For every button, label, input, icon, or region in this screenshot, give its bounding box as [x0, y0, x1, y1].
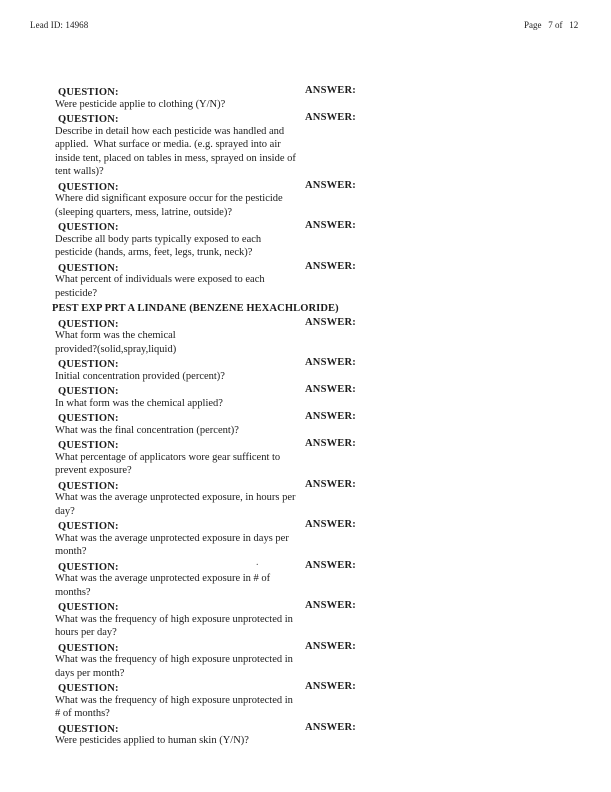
question-label: QUESTION: — [58, 222, 119, 233]
question-text — [55, 653, 595, 680]
qa-item — [55, 640, 595, 681]
answer-label: ANSWER: — [305, 559, 356, 571]
question-label: QUESTION: — [58, 521, 119, 532]
answer-label: ANSWER: — [305, 411, 356, 422]
qa-label-row — [55, 219, 595, 233]
qa-item — [55, 437, 595, 478]
question-text — [55, 572, 595, 599]
answer-label: ANSWER: — [305, 478, 356, 490]
question-text — [55, 329, 595, 356]
question-text — [55, 233, 595, 260]
question-text — [55, 98, 595, 112]
question-text — [55, 125, 595, 179]
question-text-line: What was the average unprotected exposure in # of — [55, 573, 271, 584]
question-text-line: Were pesticides applied to human skin (Y/N)? — [55, 735, 249, 746]
qa-item — [55, 721, 595, 748]
question-text — [55, 370, 595, 384]
question-text-line: What percentage of applicators wore gear sufficent to — [55, 451, 281, 463]
question-text-line: What was the final concentration (percent)? — [55, 424, 239, 436]
qa-item — [55, 599, 595, 640]
question-text — [55, 491, 595, 518]
qa-label-row — [55, 356, 595, 370]
question-text-line: provided?(solid,spray,liquid) — [55, 343, 177, 355]
page-number-label: Page 7 of 12 — [524, 20, 579, 30]
question-label: QUESTION: — [58, 683, 119, 694]
answer-label: ANSWER: — [305, 519, 356, 530]
question-text-line: tent walls)? — [55, 166, 104, 177]
qa-item — [55, 356, 595, 383]
question-label: QUESTION: — [58, 602, 119, 613]
question-label: QUESTION: — [58, 87, 119, 98]
question-text-line: (sleeping quarters, mess, latrine, outside)? — [55, 206, 232, 218]
question-text — [55, 397, 595, 411]
answer-label: ANSWER: — [305, 316, 356, 328]
lead-id-label: Lead ID: 14968 — [30, 20, 89, 30]
qa-label-row — [55, 556, 595, 573]
question-text-line: pesticide (hands, arms, feet, legs, trunk, neck)? — [55, 247, 253, 258]
question-text-line: # of months? — [55, 708, 110, 719]
answer-label: ANSWER: — [305, 721, 356, 733]
qa-item — [55, 179, 595, 220]
question-text-line: Were pesticide applie to clothing (Y/N)? — [55, 98, 226, 110]
question-label: QUESTION: — [58, 181, 119, 193]
answer-label: ANSWER: — [305, 357, 356, 368]
question-text-line: In what form was the chemical applied? — [55, 397, 223, 409]
qa-item — [55, 111, 595, 179]
question-text-line: What percent of individuals were exposed to each — [55, 274, 265, 285]
answer-label: ANSWER: — [305, 384, 356, 395]
question-label: QUESTION: — [58, 318, 119, 330]
question-text-line: month? — [55, 546, 87, 557]
content — [52, 84, 595, 748]
qa-item — [55, 383, 595, 410]
question-text — [55, 192, 595, 219]
question-text — [55, 694, 595, 721]
question-text-line: inside tent, placed on tables in mess, sprayed on inside of — [55, 152, 296, 164]
question-text-line: pesticide? — [55, 287, 97, 299]
question-text-line: Where did significant exposure occur for the pesticide — [55, 193, 283, 204]
question-text-line: What was the frequency of high exposure unprotected in — [55, 613, 293, 625]
qa-label-row — [55, 179, 595, 193]
qa-item — [55, 260, 595, 301]
scan-artifact-dot: . — [256, 556, 259, 568]
qa-label-row — [55, 640, 595, 654]
question-label: QUESTION: — [58, 114, 119, 125]
qa-item — [55, 556, 595, 600]
question-label: QUESTION: — [58, 642, 119, 654]
answer-label: ANSWER: — [305, 260, 356, 272]
qa-label-row — [55, 316, 595, 330]
question-text-line: months? — [55, 586, 91, 598]
answer-label: ANSWER: — [305, 85, 356, 96]
question-label: QUESTION: — [58, 359, 119, 370]
answer-label: ANSWER: — [305, 640, 356, 652]
question-text-line: Describe in detail how each pesticide was handled and — [55, 125, 285, 137]
qa-item — [55, 219, 595, 260]
question-text-line: What was the frequency of high exposure unprotected in — [55, 654, 293, 665]
question-text — [55, 532, 595, 559]
question-text-line: Describe all body parts typically exposed to each — [55, 233, 262, 245]
question-label: QUESTION: — [58, 262, 119, 274]
qa-item — [55, 518, 595, 559]
answer-label: ANSWER: — [305, 112, 356, 123]
question-text — [55, 734, 595, 748]
question-text-line: days per month? — [55, 667, 125, 679]
qa-label-row — [55, 111, 595, 125]
question-text — [55, 273, 595, 300]
answer-label: ANSWER: — [305, 179, 356, 191]
question-text-line: What was the average unprotected exposure, in hours per — [55, 492, 296, 503]
qa-label-row — [55, 260, 595, 274]
qa-label-row — [55, 599, 595, 613]
qa-label-row — [55, 437, 595, 451]
question-text-line: What form was the chemical — [55, 330, 176, 341]
qa-item — [55, 410, 595, 437]
qa-item — [55, 478, 595, 519]
question-text-line: What was the average unprotected exposure in days per — [55, 532, 289, 544]
qa-label-row — [55, 680, 595, 694]
qa-item — [55, 316, 595, 357]
question-text — [55, 451, 595, 478]
answer-label: ANSWER: — [305, 438, 356, 449]
question-text-line: hours per day? — [55, 627, 117, 638]
qa-item — [55, 84, 595, 111]
question-label: QUESTION: — [58, 723, 119, 735]
question-label: QUESTION: — [58, 386, 119, 397]
qa-label-row — [55, 410, 595, 424]
question-text-line: Initial concentration provided (percent)? — [55, 370, 225, 382]
qa-label-row — [55, 84, 595, 98]
qa-label-row — [55, 518, 595, 532]
answer-label: ANSWER: — [305, 220, 356, 231]
qa-item — [55, 680, 595, 721]
question-text-line: prevent exposure? — [55, 465, 132, 476]
section-heading: PEST EXP PRT A LINDANE (BENZENE HEXACHLORIDE) — [52, 303, 339, 314]
qa-label-row — [55, 721, 595, 735]
answer-label: ANSWER: — [305, 681, 356, 692]
answer-label: ANSWER: — [305, 600, 356, 611]
qa-label-row — [55, 478, 595, 492]
question-text-line: applied. What surface or media. (e.g. sprayed into air — [55, 139, 281, 150]
qa-label-row — [55, 383, 595, 397]
question-text-line: What was the frequency of high exposure unprotected in — [55, 694, 293, 706]
question-label: QUESTION: — [58, 440, 119, 451]
question-label: QUESTION: — [58, 561, 119, 573]
question-text — [55, 613, 595, 640]
question-text — [55, 424, 595, 438]
question-label: QUESTION: — [58, 413, 119, 424]
question-text-line: day? — [55, 505, 75, 517]
question-label: QUESTION: — [58, 480, 119, 492]
